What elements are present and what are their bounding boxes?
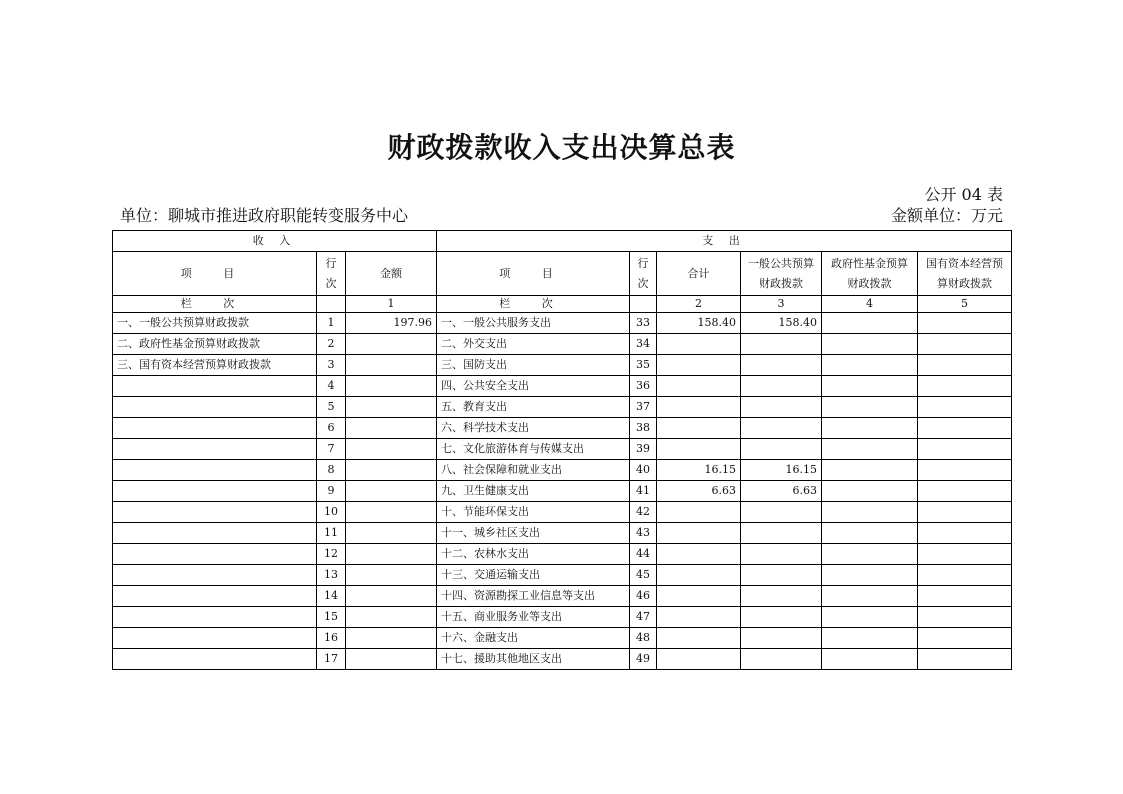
gov-fund-cell: [822, 355, 918, 376]
expense-item-cell: 四、公共安全支出: [437, 376, 630, 397]
total-cell: [657, 376, 741, 397]
expense-item-cell: 八、社会保障和就业支出: [437, 460, 630, 481]
income-line-cell: 1: [317, 313, 346, 334]
income-line-cell: 7: [317, 439, 346, 460]
gov-fund-cell: [822, 649, 918, 670]
income-line-cell: 2: [317, 334, 346, 355]
expense-line-cell: 46: [630, 586, 657, 607]
income-amount-cell: [346, 460, 437, 481]
income-amount-cell: [346, 376, 437, 397]
general-budget-cell: [741, 628, 822, 649]
colnum-label-left: 栏 次: [113, 296, 317, 313]
income-item-cell: [113, 418, 317, 439]
expense-line-cell: 41: [630, 481, 657, 502]
unit-label: 单位：聊城市推进政府职能转变服务中心: [120, 206, 409, 225]
total-cell: [657, 586, 741, 607]
income-amount-cell: [346, 481, 437, 502]
general-budget-cell: [741, 607, 822, 628]
expense-line-cell: 45: [630, 565, 657, 586]
table-row: [113, 544, 1012, 565]
income-item-cell: 三、国有资本经营预算财政拨款: [113, 355, 317, 376]
income-line-cell: 14: [317, 586, 346, 607]
income-item-cell: [113, 460, 317, 481]
colnum-4: 4: [822, 296, 918, 313]
total-cell: [657, 355, 741, 376]
general-budget-cell: [741, 334, 822, 355]
gov-fund-cell: [822, 397, 918, 418]
total-cell: [657, 565, 741, 586]
income-amount-cell: [346, 607, 437, 628]
total-cell: [657, 418, 741, 439]
expense-item-cell: 十三、交通运输支出: [437, 565, 630, 586]
expense-line-cell: 34: [630, 334, 657, 355]
income-item-cell: [113, 586, 317, 607]
expense-line-cell: 39: [630, 439, 657, 460]
income-line-cell: 10: [317, 502, 346, 523]
state-capital-cell: [918, 355, 1012, 376]
expense-item-cell: 十、节能环保支出: [437, 502, 630, 523]
appropriation-summary-table: [112, 230, 1012, 670]
total-cell: 16.15: [657, 460, 741, 481]
gov-fund-cell: [822, 313, 918, 334]
state-capital-cell: [918, 376, 1012, 397]
income-section-header: 收 入: [113, 231, 437, 252]
column-header-row: [113, 252, 1012, 296]
expense-line-cell: 48: [630, 628, 657, 649]
expense-item-cell: 二、外交支出: [437, 334, 630, 355]
income-item-cell: 二、政府性基金预算财政拨款: [113, 334, 317, 355]
total-cell: [657, 502, 741, 523]
general-budget-cell: [741, 418, 822, 439]
table-row: [113, 628, 1012, 649]
gov-fund-cell: [822, 376, 918, 397]
table-row: [113, 355, 1012, 376]
table-row: [113, 523, 1012, 544]
expense-item-header: 项 目: [437, 252, 630, 296]
colnum-5: 5: [918, 296, 1012, 313]
total-header: 合计: [657, 252, 741, 296]
gov-fund-cell: [822, 502, 918, 523]
income-line-cell: 5: [317, 397, 346, 418]
state-capital-header: 国有资本经营预算财政拨款: [918, 252, 1012, 296]
gov-fund-header: 政府性基金预算财政拨款: [822, 252, 918, 296]
income-amount-cell: [346, 628, 437, 649]
column-number-row: [113, 296, 1012, 313]
section-header-row: [113, 231, 1012, 252]
state-capital-cell: [918, 418, 1012, 439]
income-amount-cell: [346, 397, 437, 418]
table-row: [113, 418, 1012, 439]
income-item-cell: [113, 649, 317, 670]
income-item-cell: [113, 628, 317, 649]
expense-line-header: [630, 252, 657, 296]
state-capital-cell: [918, 334, 1012, 355]
table-row: [113, 649, 1012, 670]
expense-item-cell: 十四、资源勘探工业信息等支出: [437, 586, 630, 607]
income-line-cell: 3: [317, 355, 346, 376]
gov-fund-cell: [822, 586, 918, 607]
table-row: [113, 607, 1012, 628]
general-budget-cell: 6.63: [741, 481, 822, 502]
income-item-cell: [113, 565, 317, 586]
income-amount-cell: [346, 649, 437, 670]
colnum-empty-1: [317, 296, 346, 313]
total-cell: [657, 439, 741, 460]
total-cell: 6.63: [657, 481, 741, 502]
gov-fund-cell: [822, 460, 918, 481]
income-amount-cell: [346, 418, 437, 439]
total-cell: [657, 544, 741, 565]
income-item-cell: [113, 439, 317, 460]
income-line-cell: 12: [317, 544, 346, 565]
state-capital-cell: [918, 628, 1012, 649]
expense-item-cell: 十七、援助其他地区支出: [437, 649, 630, 670]
income-line-cell: 4: [317, 376, 346, 397]
expense-line-cell: 49: [630, 649, 657, 670]
general-budget-cell: [741, 376, 822, 397]
income-item-cell: [113, 502, 317, 523]
gov-fund-cell: [822, 607, 918, 628]
state-capital-cell: [918, 565, 1012, 586]
income-line-header: [317, 252, 346, 296]
gov-fund-cell: [822, 628, 918, 649]
income-line-cell: 13: [317, 565, 346, 586]
expense-line-cell: 33: [630, 313, 657, 334]
table-row: [113, 565, 1012, 586]
general-budget-cell: [741, 544, 822, 565]
gov-fund-cell: [822, 334, 918, 355]
gov-fund-cell: [822, 481, 918, 502]
table-row: [113, 460, 1012, 481]
money-unit-label: 金额单位：万元: [890, 206, 1003, 225]
state-capital-cell: [918, 649, 1012, 670]
general-budget-cell: [741, 565, 822, 586]
expense-line-cell: 47: [630, 607, 657, 628]
expense-line-cell: 42: [630, 502, 657, 523]
expense-item-cell: 五、教育支出: [437, 397, 630, 418]
general-budget-cell: 16.15: [741, 460, 822, 481]
expense-line-cell: 43: [630, 523, 657, 544]
income-item-cell: [113, 376, 317, 397]
table-row: [113, 334, 1012, 355]
expense-line-cell: 37: [630, 397, 657, 418]
expense-item-cell: 十六、金融支出: [437, 628, 630, 649]
general-budget-cell: [741, 355, 822, 376]
income-item-cell: [113, 481, 317, 502]
expense-line-cell: 35: [630, 355, 657, 376]
table-row: [113, 376, 1012, 397]
income-amount-cell: [346, 523, 437, 544]
total-cell: [657, 523, 741, 544]
expense-line-cell: 36: [630, 376, 657, 397]
state-capital-cell: [918, 502, 1012, 523]
table-row: [113, 502, 1012, 523]
table-row: [113, 481, 1012, 502]
income-item-cell: [113, 397, 317, 418]
table-row: [113, 397, 1012, 418]
state-capital-cell: [918, 439, 1012, 460]
income-amount-cell: [346, 544, 437, 565]
income-line-cell: 11: [317, 523, 346, 544]
general-budget-cell: [741, 397, 822, 418]
income-item-cell: 一、一般公共预算财政拨款: [113, 313, 317, 334]
expense-item-cell: 一、一般公共服务支出: [437, 313, 630, 334]
income-line-cell: 15: [317, 607, 346, 628]
general-budget-header: 一般公共预算财政拨款: [741, 252, 822, 296]
income-amount-cell: [346, 355, 437, 376]
total-cell: [657, 334, 741, 355]
state-capital-cell: [918, 607, 1012, 628]
expense-line-cell: 38: [630, 418, 657, 439]
income-line-cell: 16: [317, 628, 346, 649]
expense-item-cell: 三、国防支出: [437, 355, 630, 376]
total-cell: 158.40: [657, 313, 741, 334]
income-line-header-top: 行: [325, 256, 337, 270]
income-amount-cell: [346, 586, 437, 607]
state-capital-cell: [918, 586, 1012, 607]
income-item-cell: [113, 523, 317, 544]
data-rows: [113, 313, 1012, 670]
state-capital-cell: [918, 544, 1012, 565]
general-budget-cell: [741, 439, 822, 460]
income-amount-cell: [346, 502, 437, 523]
total-cell: [657, 628, 741, 649]
expense-item-cell: 十五、商业服务业等支出: [437, 607, 630, 628]
state-capital-cell: [918, 397, 1012, 418]
form-number: 公开 04 表: [924, 185, 1003, 204]
total-cell: [657, 649, 741, 670]
expense-section-header: 支 出: [437, 231, 1012, 252]
total-cell: [657, 397, 741, 418]
table-row: [113, 313, 1012, 334]
expense-item-cell: 七、文化旅游体育与传媒支出: [437, 439, 630, 460]
colnum-empty-2: [630, 296, 657, 313]
income-amount-cell: 197.96: [346, 313, 437, 334]
gov-fund-cell: [822, 418, 918, 439]
gov-fund-cell: [822, 523, 918, 544]
gov-fund-cell: [822, 565, 918, 586]
income-item-cell: [113, 544, 317, 565]
general-budget-cell: [741, 523, 822, 544]
expense-item-cell: 十二、农林水支出: [437, 544, 630, 565]
table-row: [113, 586, 1012, 607]
state-capital-cell: [918, 460, 1012, 481]
expense-line-header-bottom: 次: [637, 276, 649, 290]
income-line-cell: 8: [317, 460, 346, 481]
page-title: 财政拨款收入支出决算总表: [387, 131, 736, 164]
gov-fund-cell: [822, 439, 918, 460]
income-amount-cell: [346, 334, 437, 355]
income-amount-cell: [346, 439, 437, 460]
general-budget-cell: 158.40: [741, 313, 822, 334]
colnum-1: 1: [346, 296, 437, 313]
general-budget-cell: [741, 649, 822, 670]
expense-line-header-top: 行: [637, 256, 649, 270]
table-row: [113, 439, 1012, 460]
amount-header: 金额: [346, 252, 437, 296]
total-cell: [657, 607, 741, 628]
income-line-cell: 17: [317, 649, 346, 670]
income-line-header-bottom: 次: [325, 276, 337, 290]
income-item-cell: [113, 607, 317, 628]
state-capital-cell: [918, 523, 1012, 544]
expense-line-cell: 44: [630, 544, 657, 565]
expense-line-cell: 40: [630, 460, 657, 481]
income-line-cell: 6: [317, 418, 346, 439]
income-item-header: 项 目: [113, 252, 317, 296]
expense-item-cell: 九、卫生健康支出: [437, 481, 630, 502]
general-budget-cell: [741, 586, 822, 607]
general-budget-cell: [741, 502, 822, 523]
expense-item-cell: 六、科学技术支出: [437, 418, 630, 439]
colnum-label-right: 栏 次: [437, 296, 630, 313]
state-capital-cell: [918, 313, 1012, 334]
colnum-2: 2: [657, 296, 741, 313]
income-amount-cell: [346, 565, 437, 586]
state-capital-cell: [918, 481, 1012, 502]
gov-fund-cell: [822, 544, 918, 565]
expense-item-cell: 十一、城乡社区支出: [437, 523, 630, 544]
colnum-3: 3: [741, 296, 822, 313]
income-line-cell: 9: [317, 481, 346, 502]
